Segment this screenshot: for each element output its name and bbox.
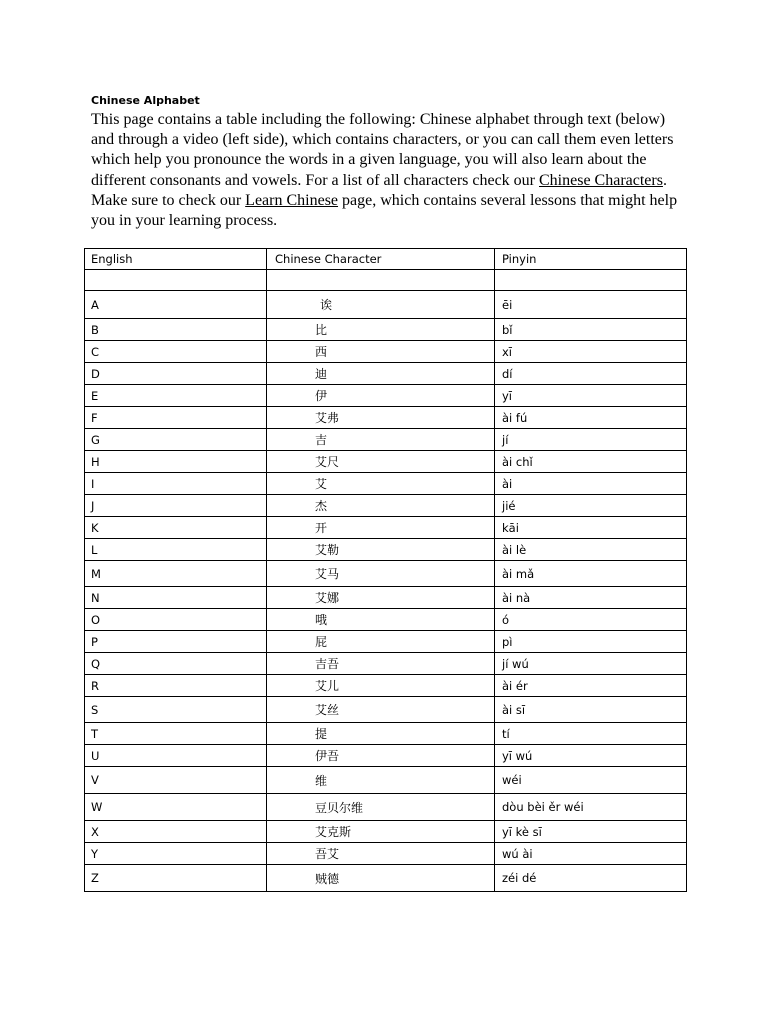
english-letter-cell: Y bbox=[85, 843, 267, 865]
chinese-character-text: 艾克斯 bbox=[315, 825, 352, 839]
chinese-character-cell bbox=[267, 697, 495, 723]
pinyin-cell: jié bbox=[495, 495, 687, 517]
english-letter-cell: S bbox=[85, 697, 267, 723]
table-header-row bbox=[85, 249, 687, 270]
chinese-character-cell bbox=[267, 341, 495, 363]
table-row bbox=[85, 341, 687, 363]
chinese-character-text: 吉 bbox=[315, 433, 328, 447]
chinese-character-cell bbox=[267, 821, 495, 843]
chinese-character-cell bbox=[267, 319, 495, 341]
document-heading: Chinese Alphabet bbox=[91, 94, 200, 107]
pinyin-cell: zéi dé bbox=[495, 865, 687, 892]
chinese-character-text: 西 bbox=[315, 345, 328, 359]
pinyin-cell: pì bbox=[495, 631, 687, 653]
english-letter-cell: N bbox=[85, 587, 267, 609]
pinyin-cell: yī bbox=[495, 385, 687, 407]
table-row bbox=[85, 319, 687, 341]
chinese-character-text: 迪 bbox=[315, 367, 328, 381]
chinese-character-text: 艾丝 bbox=[315, 703, 340, 717]
english-letter-cell: E bbox=[85, 385, 267, 407]
chinese-character-text: 杰 bbox=[315, 499, 328, 513]
learn-chinese-link[interactable]: Learn Chinese bbox=[245, 191, 339, 209]
table-row bbox=[85, 821, 687, 843]
pinyin-cell: ài fú bbox=[495, 407, 687, 429]
chinese-character-cell bbox=[267, 843, 495, 865]
table-row bbox=[85, 794, 687, 821]
chinese-character-text: 豆贝尔维 bbox=[315, 800, 364, 815]
english-letter-cell: R bbox=[85, 675, 267, 697]
pinyin-cell: wú ài bbox=[495, 843, 687, 865]
table-row bbox=[85, 495, 687, 517]
table-row bbox=[85, 609, 687, 631]
pinyin-cell: yī wú bbox=[495, 745, 687, 767]
blank-cell bbox=[495, 270, 687, 291]
intro-text-2: . Make sure to check our bbox=[91, 171, 667, 209]
english-letter-cell: X bbox=[85, 821, 267, 843]
blank-cell bbox=[85, 270, 267, 291]
english-letter-cell: D bbox=[85, 363, 267, 385]
chinese-character-cell bbox=[267, 723, 495, 745]
table-row bbox=[85, 363, 687, 385]
pinyin-cell: yī kè sī bbox=[495, 821, 687, 843]
chinese-character-text: 比 bbox=[315, 323, 328, 337]
pinyin-cell: jí bbox=[495, 429, 687, 451]
chinese-character-text: 伊吾 bbox=[315, 749, 340, 763]
english-letter-cell: B bbox=[85, 319, 267, 341]
english-letter-cell: O bbox=[85, 609, 267, 631]
table-row bbox=[85, 697, 687, 723]
table-row bbox=[85, 631, 687, 653]
english-letter-cell: V bbox=[85, 767, 267, 794]
pinyin-cell: bǐ bbox=[495, 319, 687, 341]
header-english: English bbox=[85, 249, 267, 270]
pinyin-cell: ài chǐ bbox=[495, 451, 687, 473]
chinese-character-text: 屁 bbox=[315, 635, 328, 649]
chinese-character-cell bbox=[267, 609, 495, 631]
table-row bbox=[85, 587, 687, 609]
table-row bbox=[85, 653, 687, 675]
pinyin-cell: ài lè bbox=[495, 539, 687, 561]
chinese-character-cell bbox=[267, 517, 495, 539]
table-row bbox=[85, 429, 687, 451]
chinese-character-cell bbox=[267, 631, 495, 653]
english-letter-cell: P bbox=[85, 631, 267, 653]
table-row bbox=[85, 539, 687, 561]
table-row bbox=[85, 451, 687, 473]
chinese-character-cell bbox=[267, 767, 495, 794]
chinese-character-text: 开 bbox=[315, 521, 328, 535]
table-row bbox=[85, 385, 687, 407]
chinese-character-text: 艾儿 bbox=[315, 679, 340, 693]
english-letter-cell: Q bbox=[85, 653, 267, 675]
english-letter-cell: U bbox=[85, 745, 267, 767]
header-chinese-character-label: Chinese Character bbox=[275, 252, 382, 266]
english-letter-cell: W bbox=[85, 794, 267, 821]
pinyin-cell: ēi bbox=[495, 291, 687, 319]
blank-cell bbox=[267, 270, 495, 291]
pinyin-cell: xī bbox=[495, 341, 687, 363]
chinese-character-cell bbox=[267, 429, 495, 451]
chinese-character-text: 艾 bbox=[315, 477, 328, 491]
chinese-character-text: 诶 bbox=[320, 298, 333, 312]
english-letter-cell: A bbox=[85, 291, 267, 319]
chinese-character-text: 艾马 bbox=[315, 567, 340, 581]
table-row bbox=[85, 675, 687, 697]
english-letter-cell: C bbox=[85, 341, 267, 363]
intro-text-3: page, which contains several lessons that might help you in your learning process. bbox=[91, 191, 678, 230]
table-row bbox=[85, 767, 687, 794]
chinese-character-cell bbox=[267, 451, 495, 473]
intro-text-1: This page contains a table including the following: Chinese alphabet through text (below) and through a video (left side), which contains characters, or you can call them even letters which help you pronounce the words in a given language, you will also learn about the different consonants and vowels. For a list of all characters check our bbox=[91, 111, 674, 189]
chinese-character-cell bbox=[267, 587, 495, 609]
chinese-character-text: 吾艾 bbox=[315, 847, 340, 861]
pinyin-cell: ài sī bbox=[495, 697, 687, 723]
table-row bbox=[85, 723, 687, 745]
chinese-character-cell bbox=[267, 363, 495, 385]
table-row bbox=[85, 473, 687, 495]
table-blank-row bbox=[85, 270, 687, 291]
chinese-character-cell bbox=[267, 473, 495, 495]
english-letter-cell: K bbox=[85, 517, 267, 539]
chinese-character-text: 贼德 bbox=[315, 871, 340, 886]
alphabet-table bbox=[84, 248, 687, 892]
pinyin-cell: ó bbox=[495, 609, 687, 631]
english-letter-cell: F bbox=[85, 407, 267, 429]
table-row bbox=[85, 561, 687, 587]
chinese-character-cell bbox=[267, 539, 495, 561]
pinyin-cell: tí bbox=[495, 723, 687, 745]
header-pinyin: Pinyin bbox=[495, 249, 687, 270]
chinese-character-cell bbox=[267, 407, 495, 429]
chinese-character-cell bbox=[267, 291, 495, 319]
chinese-character-text: 艾娜 bbox=[315, 591, 340, 605]
english-letter-cell: T bbox=[85, 723, 267, 745]
english-letter-cell: J bbox=[85, 495, 267, 517]
chinese-character-text: 艾尺 bbox=[315, 455, 340, 469]
chinese-character-text: 伊 bbox=[315, 389, 328, 403]
chinese-character-cell bbox=[267, 495, 495, 517]
intro-paragraph bbox=[91, 110, 691, 231]
table-row bbox=[85, 407, 687, 429]
pinyin-cell: dòu bèi ěr wéi bbox=[495, 794, 687, 821]
english-letter-cell: G bbox=[85, 429, 267, 451]
english-letter-cell: M bbox=[85, 561, 267, 587]
pinyin-cell: ài mǎ bbox=[495, 561, 687, 587]
pinyin-cell: kāi bbox=[495, 517, 687, 539]
chinese-character-text: 哦 bbox=[315, 613, 328, 627]
pinyin-cell: ài bbox=[495, 473, 687, 495]
chinese-character-cell bbox=[267, 745, 495, 767]
table-row bbox=[85, 291, 687, 319]
pinyin-cell: ài nà bbox=[495, 587, 687, 609]
english-letter-cell: H bbox=[85, 451, 267, 473]
chinese-character-text: 艾勒 bbox=[315, 543, 340, 557]
english-letter-cell: I bbox=[85, 473, 267, 495]
table-row bbox=[85, 843, 687, 865]
chinese-character-cell bbox=[267, 794, 495, 821]
chinese-character-cell bbox=[267, 653, 495, 675]
pinyin-cell: dí bbox=[495, 363, 687, 385]
pinyin-cell: jí wú bbox=[495, 653, 687, 675]
chinese-character-cell bbox=[267, 865, 495, 892]
table-row bbox=[85, 865, 687, 892]
pinyin-cell: ài ér bbox=[495, 675, 687, 697]
chinese-character-text: 提 bbox=[315, 727, 328, 741]
chinese-character-text: 艾弗 bbox=[315, 411, 340, 425]
chinese-character-cell bbox=[267, 385, 495, 407]
table-row bbox=[85, 745, 687, 767]
english-letter-cell: L bbox=[85, 539, 267, 561]
chinese-character-text: 吉吾 bbox=[315, 657, 340, 671]
header-chinese-character bbox=[267, 249, 495, 270]
english-letter-cell: Z bbox=[85, 865, 267, 892]
chinese-character-cell bbox=[267, 675, 495, 697]
chinese-characters-link[interactable]: Chinese Characters bbox=[539, 171, 663, 189]
pinyin-cell: wéi bbox=[495, 767, 687, 794]
table-row bbox=[85, 517, 687, 539]
chinese-character-cell bbox=[267, 561, 495, 587]
alphabet-table-body bbox=[85, 249, 687, 892]
chinese-character-text: 维 bbox=[315, 773, 328, 788]
